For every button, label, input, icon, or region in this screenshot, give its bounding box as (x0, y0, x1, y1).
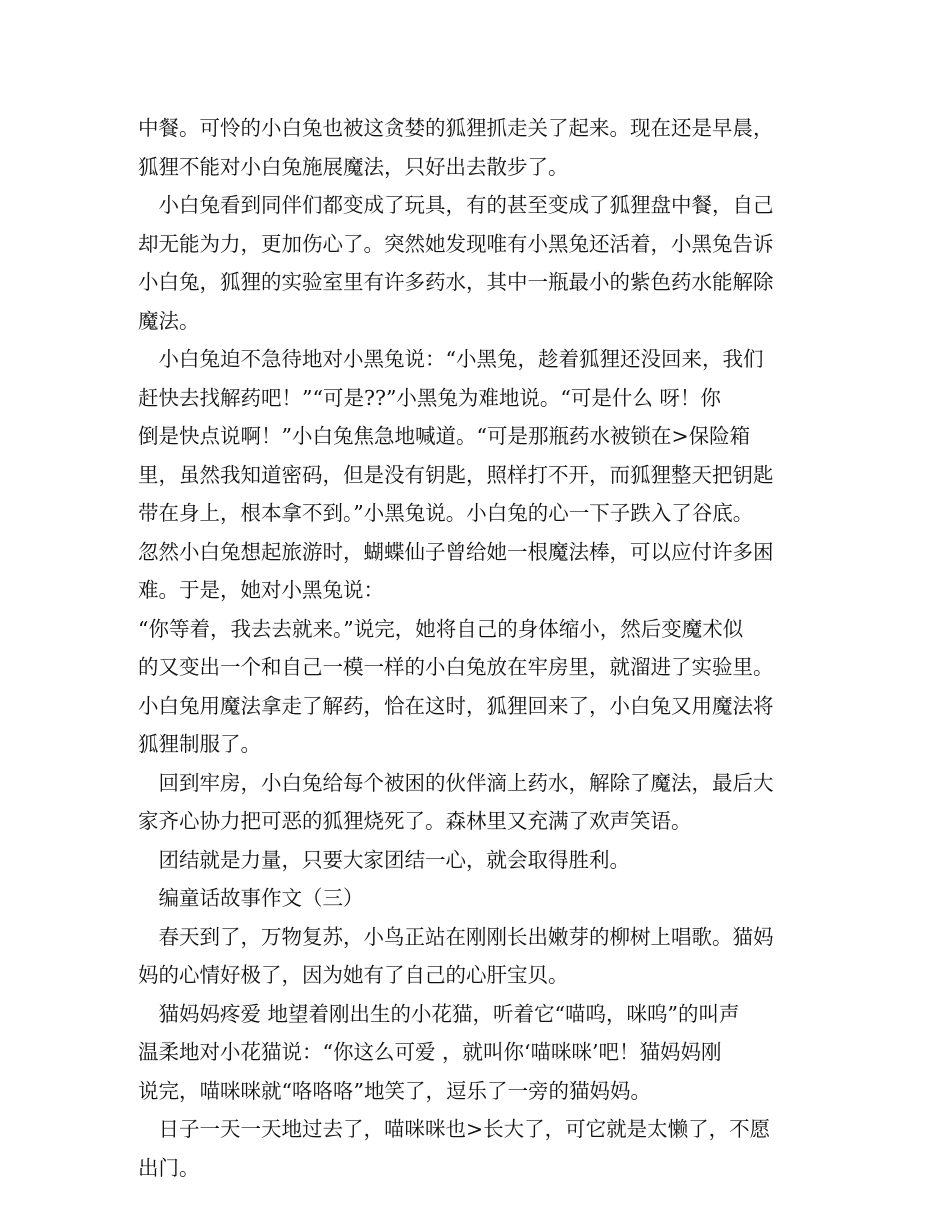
section-heading: 编童话故事作文（三） (138, 886, 364, 910)
story-text (138, 109, 818, 1187)
text-line: 团结就是力量，只要大家团结一心，就会取得胜利。 (138, 847, 630, 872)
text-line: 带在身上，根本拿不到。”小黑兔说。小白兔的心一下子跌入了谷底。 (138, 501, 754, 525)
text-line: 家齐心协力把可恶的狐狸烧死了。森林里又充满了欢声笑语。 (138, 809, 692, 833)
text-line: 日子一天一天地过去了，喵咪咪也>长大了，可它就是太懒了，不愿 (138, 1117, 771, 1141)
text-line: 中餐。可怜的小白兔也被这贪婪的狐狸抓走关了起来。现在还是早晨， (138, 116, 774, 140)
text-line: 温柔地对小花猫说：“你这么可爱 ，就叫你‘喵咪咪’吧！猫妈妈刚 (138, 1040, 722, 1064)
text-line: 小白兔迫不急待地对小黑兔说：“小黑兔，趁着狐狸还没回来，我们 (138, 347, 764, 371)
text-line: 倒是快点说啊！”小白兔焦急地喊道。“可是那瓶药水被锁在>保险箱 (138, 424, 751, 448)
text-line: 回到牢房，小白兔给每个被困的伙伴滴上药水，解除了魔法，最后大 (138, 770, 774, 795)
text-line: 难。于是，她对小黑兔说： (138, 578, 384, 602)
text-line: 小白兔用魔法拿走了解药，恰在这时，狐狸回来了，小白兔又用魔法将 (138, 693, 774, 718)
text-line: 的又变出一个和自己一模一样的小白兔放在牢房里，就溜进了实验里。 (138, 655, 774, 679)
text-line: 说完，喵咪咪就“咯咯咯”地笑了，逗乐了一旁的猫妈妈。 (138, 1078, 651, 1103)
text-line: 却无能为力，更加伤心了。突然她发现唯有小黑兔还活着，小黑兔告诉 (138, 231, 774, 256)
text-line: 里，虽然我知道密码，但是没有钥匙，照样打不开，而狐狸整天把钥匙 (138, 462, 774, 487)
text-line: 妈的心情好极了，因为她有了自己的心肝宝贝。 (138, 963, 569, 987)
text-line: 出门。 (138, 1155, 200, 1180)
text-line: 猫妈妈疼爱 地望着刚出生的小花猫，听着它“喵呜，咪呜”的叫声 (138, 1001, 740, 1026)
text-line: 小白兔，狐狸的实验室里有许多药水，其中一瓶最小的紫色药水能解除 (138, 270, 774, 294)
text-line: 忽然小白兔想起旅游时，蝴蝶仙子曾给她一根魔法棒，可以应付许多困 (138, 539, 774, 564)
text-line: 魔法。 (138, 308, 200, 333)
text-line: 狐狸不能对小白兔施展魔法，只好出去散步了。 (138, 154, 569, 179)
text-line: “你等着，我去去就来。”说完，她将自己的身体缩小，然后变魔术似 (138, 616, 744, 641)
text-line: 春天到了，万物复苏，小鸟正站在刚刚长出嫩芽的柳树上唱歌。猫妈 (138, 924, 774, 949)
text-line: 赶快去找解药吧！”“可是??”小黑兔为难地说。“可是什么 呀！你 (138, 385, 721, 410)
text-line: 小白兔看到同伴们都变成了玩具，有的甚至变成了狐狸盘中餐，自己 (138, 193, 774, 217)
text-line: 狐狸制服了。 (138, 732, 261, 756)
